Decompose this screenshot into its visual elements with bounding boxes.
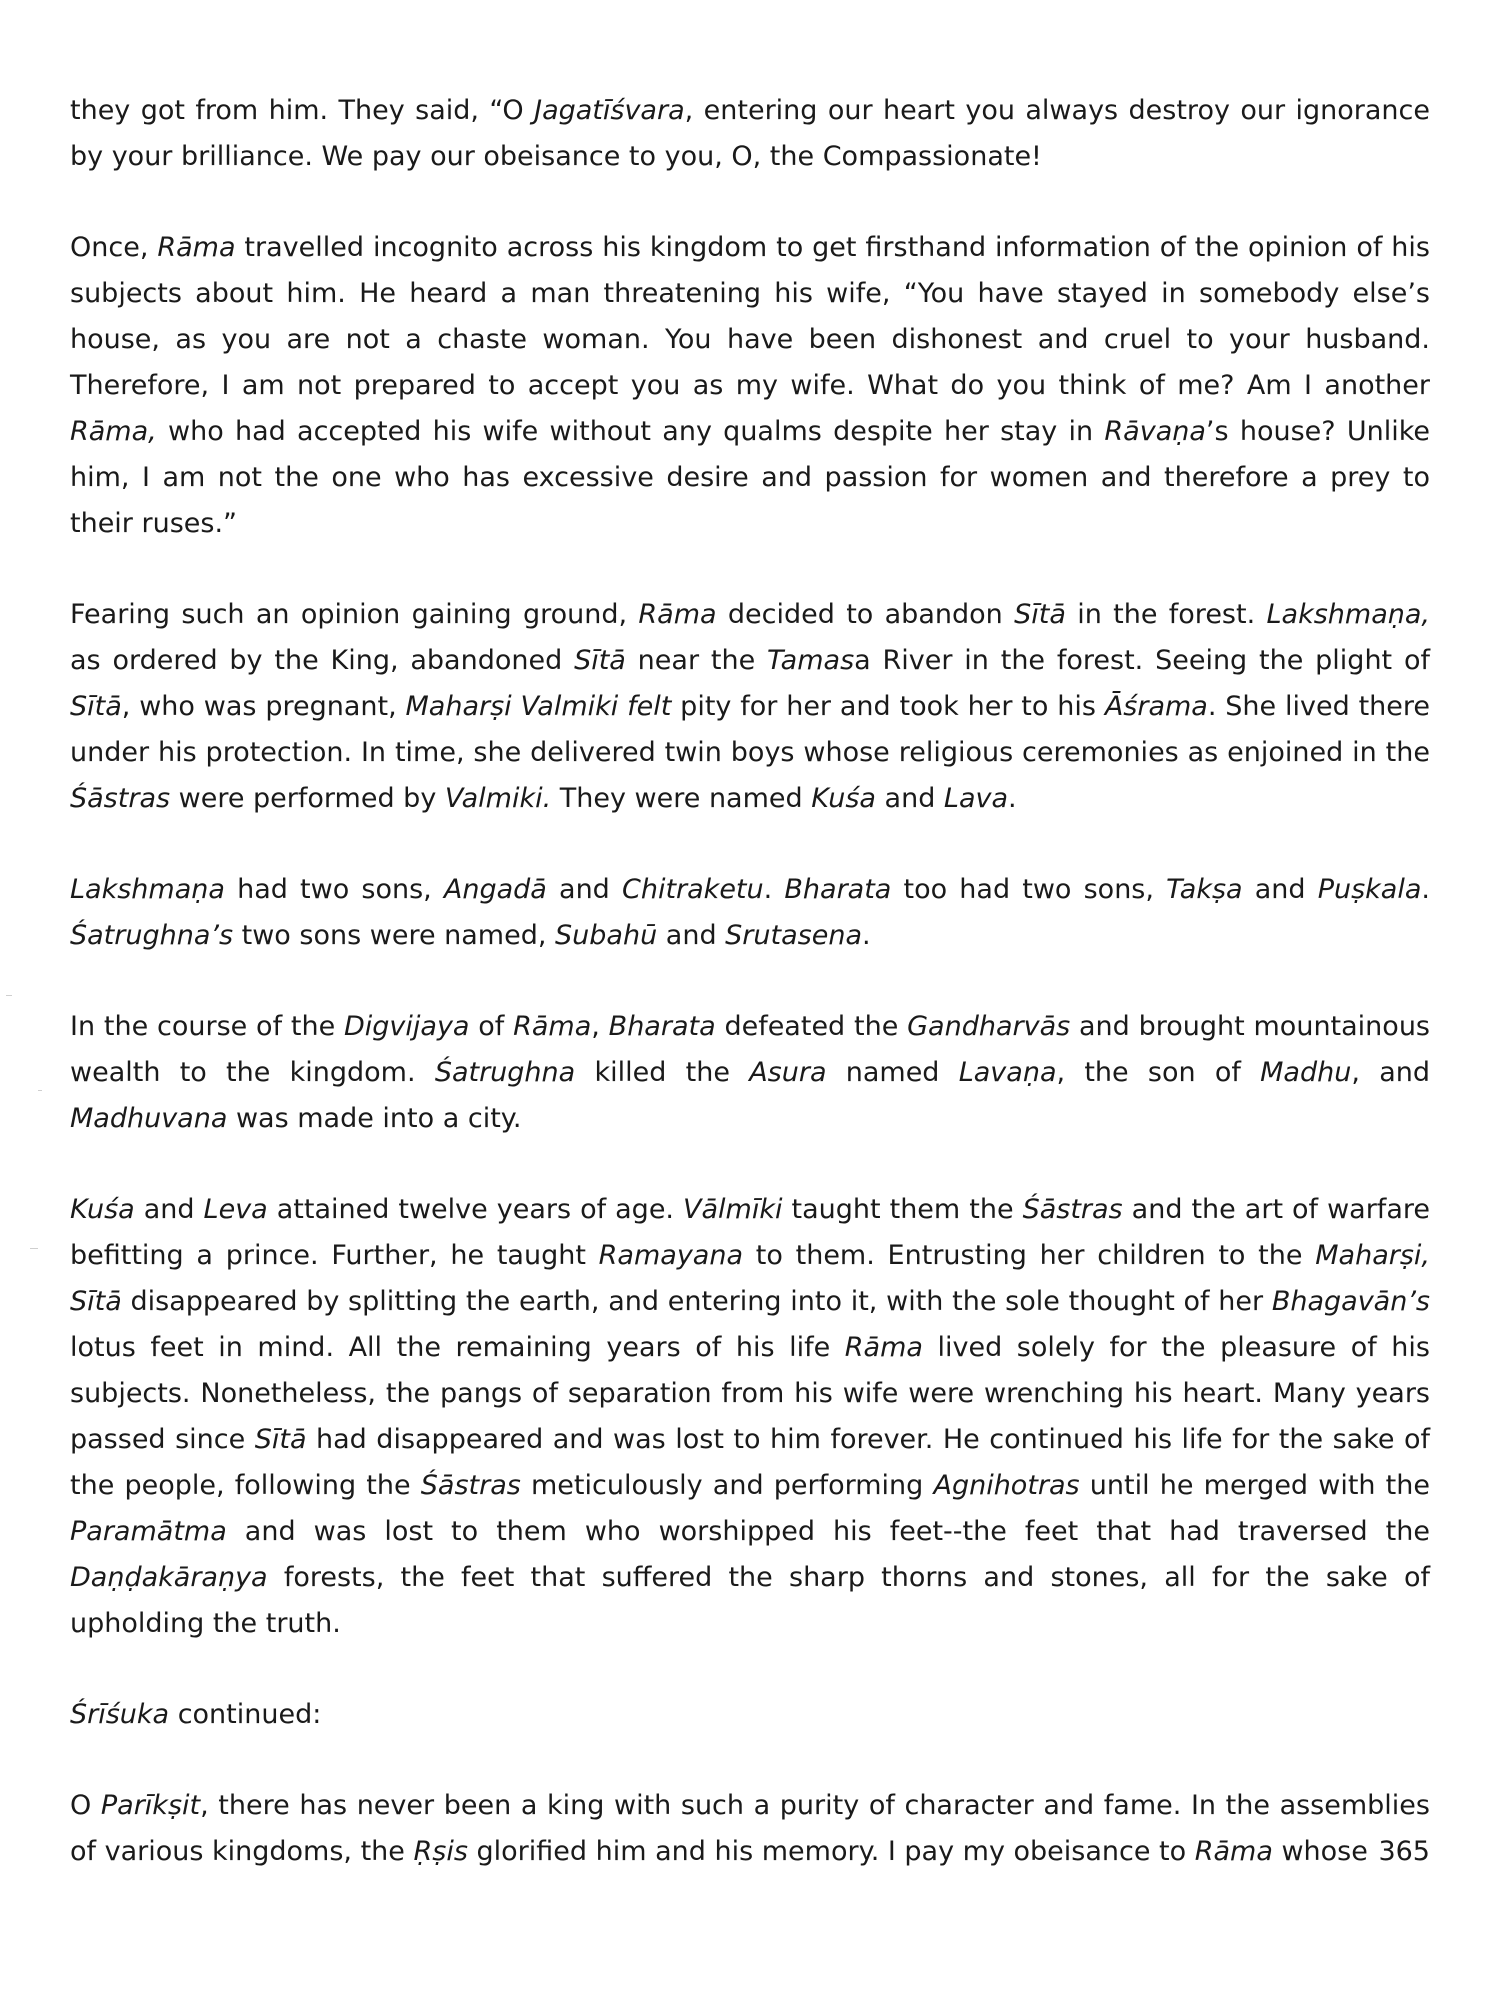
text-run: , entering our heart you always destroy our ignorance by your brilliance. We pay our obeisance to you, O, the Compassionate! — [70, 95, 1430, 172]
text-run: , and — [1351, 1057, 1430, 1088]
text-run: killed the — [575, 1057, 750, 1088]
text-run: and — [875, 783, 944, 814]
paragraph-1 — [70, 88, 1430, 180]
italic-term: Bharata — [784, 874, 892, 905]
italic-term: Agnihotras — [933, 1470, 1080, 1501]
text-run: , who was pregnant, — [121, 691, 406, 722]
text-run: decided to abandon — [716, 599, 1015, 630]
italic-term: Rāvaṇa — [1104, 416, 1206, 447]
italic-term: Angadā — [443, 874, 547, 905]
italic-term: Gandharvās — [907, 1011, 1071, 1042]
italic-term: Maharṣi Valmiki felt — [405, 691, 672, 722]
scan-mark — [6, 995, 12, 996]
italic-term: Lava — [943, 783, 1009, 814]
text-run: a River in the forest. Seeing the plight of — [854, 645, 1430, 676]
text-run: to them. Entrusting her children to the — [743, 1240, 1316, 1271]
text-run: and — [657, 920, 726, 951]
text-run: disappeared by splitting the earth, and entering into it, with the sole thought of her — [121, 1286, 1272, 1317]
text-run: Fearing such an opinion gaining ground, — [70, 599, 639, 630]
italic-term: Vālmīki — [683, 1194, 783, 1225]
italic-term: Śatrughna — [434, 1057, 576, 1088]
italic-term: Bhagavān’s — [1271, 1286, 1430, 1317]
italic-term: Śāstras — [70, 783, 171, 814]
text-run: meticulously and performing — [520, 1470, 934, 1501]
italic-term: Śrīśuka — [70, 1699, 170, 1730]
text-run: and — [546, 874, 622, 905]
italic-term: Lavaṇa — [958, 1057, 1057, 1088]
text-run: forests, the feet that suffered the sharp thorns and stones, all for the sake of upholding the truth. — [70, 1562, 1430, 1639]
text-run: travelled incognito across his kingdom to get firsthand information of the opinion of his subjects about him. He heard a man threatening his wife, “You have stayed in somebody else’s house, as you are not a chaste woman. You have been dishonest and cruel to your husband. Therefore, I am not prepared to accept you as my wife. What do you think of me? Am I another — [70, 232, 1430, 401]
italic-term: Digvijaya — [344, 1011, 470, 1042]
page-number: 365 — [1378, 1836, 1430, 1867]
text-run: defeated the — [715, 1011, 908, 1042]
text-run: had two sons, — [224, 874, 444, 905]
text-run: had disappeared and was lost to him forever. He continued his life for the sake of the people, following the — [70, 1424, 1431, 1501]
italic-term: Ramayana — [598, 1240, 744, 1271]
text-run: they got from him. They said, “O — [70, 95, 535, 126]
paragraph-5 — [70, 1004, 1430, 1142]
italic-term: Chitraketu — [621, 874, 764, 905]
text-run: taught them the — [782, 1194, 1023, 1225]
paragraph-4 — [70, 867, 1430, 959]
text-run: In the course of the — [70, 1011, 344, 1042]
text-run: too had two sons, — [891, 874, 1167, 905]
italic-term: Rāma — [638, 599, 717, 630]
text-run: , — [591, 1011, 609, 1042]
italic-term: Paramātma — [70, 1516, 227, 1547]
text-run: was made into a city. — [227, 1103, 522, 1134]
paragraph-8 — [70, 1783, 1430, 1875]
italic-term: Sītā — [574, 645, 626, 676]
italic-term: Tamas — [767, 645, 855, 676]
italic-term: Daṇḍakāraṇya — [70, 1562, 268, 1593]
italic-term: Āśrama — [1104, 691, 1208, 722]
text-run: . She lived there under his protection. In time, she delivered twin boys whose religious ceremonies as enjoined in the — [70, 691, 1430, 768]
italic-term: Kuśa — [811, 783, 876, 814]
italic-term: Sītā — [70, 1286, 122, 1317]
italic-term: Śāstras — [1022, 1194, 1123, 1225]
paragraph-2 — [70, 225, 1430, 547]
italic-term: Maharṣi, — [1315, 1240, 1430, 1271]
text-run: lotus feet in mind. All the remaining years of his life — [70, 1332, 845, 1363]
text-run: glorified him and his memory. I pay my obeisance to — [467, 1836, 1195, 1867]
text-run: who had accepted his wife without any qualms despite her stay in — [156, 416, 1105, 447]
italic-term: Madhu — [1260, 1057, 1352, 1088]
paragraph-7 — [70, 1692, 1430, 1738]
italic-term: Rāma — [844, 1332, 923, 1363]
text-run: lived solely for the pleasure of his subjects. Nonetheless, the pangs of separation from his wife were wrenching his heart. Many years passed since — [70, 1332, 1430, 1455]
italic-term: Rāma — [1194, 1836, 1273, 1867]
italic-term: Kuśa — [70, 1194, 135, 1225]
text-run: attained twelve years of age. — [267, 1194, 684, 1225]
italic-term: Madhuvana — [70, 1103, 228, 1134]
text-run: until he merged with the — [1079, 1470, 1430, 1501]
italic-term: Śāstras — [420, 1470, 521, 1501]
italic-term: Sītā — [254, 1424, 307, 1455]
italic-term: Śatrughna’s — [70, 920, 234, 951]
text-run: were performed by — [170, 783, 445, 814]
text-run: Once, — [70, 232, 158, 263]
italic-term: Rāma, — [70, 416, 157, 447]
italic-term: Valmiki. — [444, 783, 552, 814]
text-run: and brought mountainous wealth to the kingdom. — [70, 1011, 1430, 1088]
text-run: two sons were named, — [233, 920, 556, 951]
italic-term: Sītā — [70, 691, 122, 722]
text-run: named — [826, 1057, 959, 1088]
text-run: and was lost to them who worshipped his feet--the feet that had traversed the — [226, 1516, 1430, 1547]
scan-mark — [38, 1090, 42, 1091]
italic-term: Puṣkala — [1317, 874, 1422, 905]
paragraph-3 — [70, 592, 1430, 822]
text-run: and — [1242, 874, 1318, 905]
italic-term: Lakshmaṇa, — [1266, 599, 1430, 630]
italic-term: Asura — [749, 1057, 827, 1088]
text-run: . — [862, 920, 871, 951]
italic-term: Leva — [203, 1194, 268, 1225]
italic-term: Srutasena — [725, 920, 862, 951]
page-body — [70, 88, 1430, 1920]
text-run: whose — [1272, 1836, 1368, 1867]
text-run: . — [1008, 783, 1017, 814]
italic-term: Ṛṣis — [413, 1836, 468, 1867]
text-run: . — [1421, 874, 1430, 905]
text-run: of — [469, 1011, 514, 1042]
italic-term: Takṣa — [1166, 874, 1243, 905]
text-run: in the forest. — [1065, 599, 1267, 630]
text-run: , there has never been a king with such a purity of character and fame. In the assemblies of various kingdoms, the — [70, 1790, 1430, 1867]
italic-term: Parīkṣit — [100, 1790, 201, 1821]
text-run: They were named — [551, 783, 812, 814]
text-run: near the — [625, 645, 768, 676]
text-run: O — [70, 1790, 101, 1821]
italic-term: Sītā — [1014, 599, 1066, 630]
text-run: pity for her and took her to his — [671, 691, 1105, 722]
text-run: ’s house? Unlike him, I am not the one who has excessive desire and passion for women and therefore a prey to their ruses.” — [70, 416, 1431, 539]
italic-term: Bharata — [608, 1011, 716, 1042]
italic-term: Subahū — [555, 920, 658, 951]
text-run: and — [134, 1194, 204, 1225]
italic-term: Lakshmaṇa — [70, 874, 225, 905]
italic-term: Rāma — [513, 1011, 592, 1042]
text-run: and the art of warfare befitting a prince. Further, he taught — [70, 1194, 1430, 1271]
italic-term: Rāma — [157, 232, 236, 263]
paragraph-6 — [70, 1187, 1430, 1647]
text-run: as ordered by the King, abandoned — [70, 645, 575, 676]
scan-mark — [30, 1248, 38, 1249]
italic-term: Jagatīśvara — [534, 95, 685, 126]
text-run: . — [763, 874, 785, 905]
text-run: continued: — [169, 1699, 322, 1730]
text-run: , the son of — [1056, 1057, 1261, 1088]
